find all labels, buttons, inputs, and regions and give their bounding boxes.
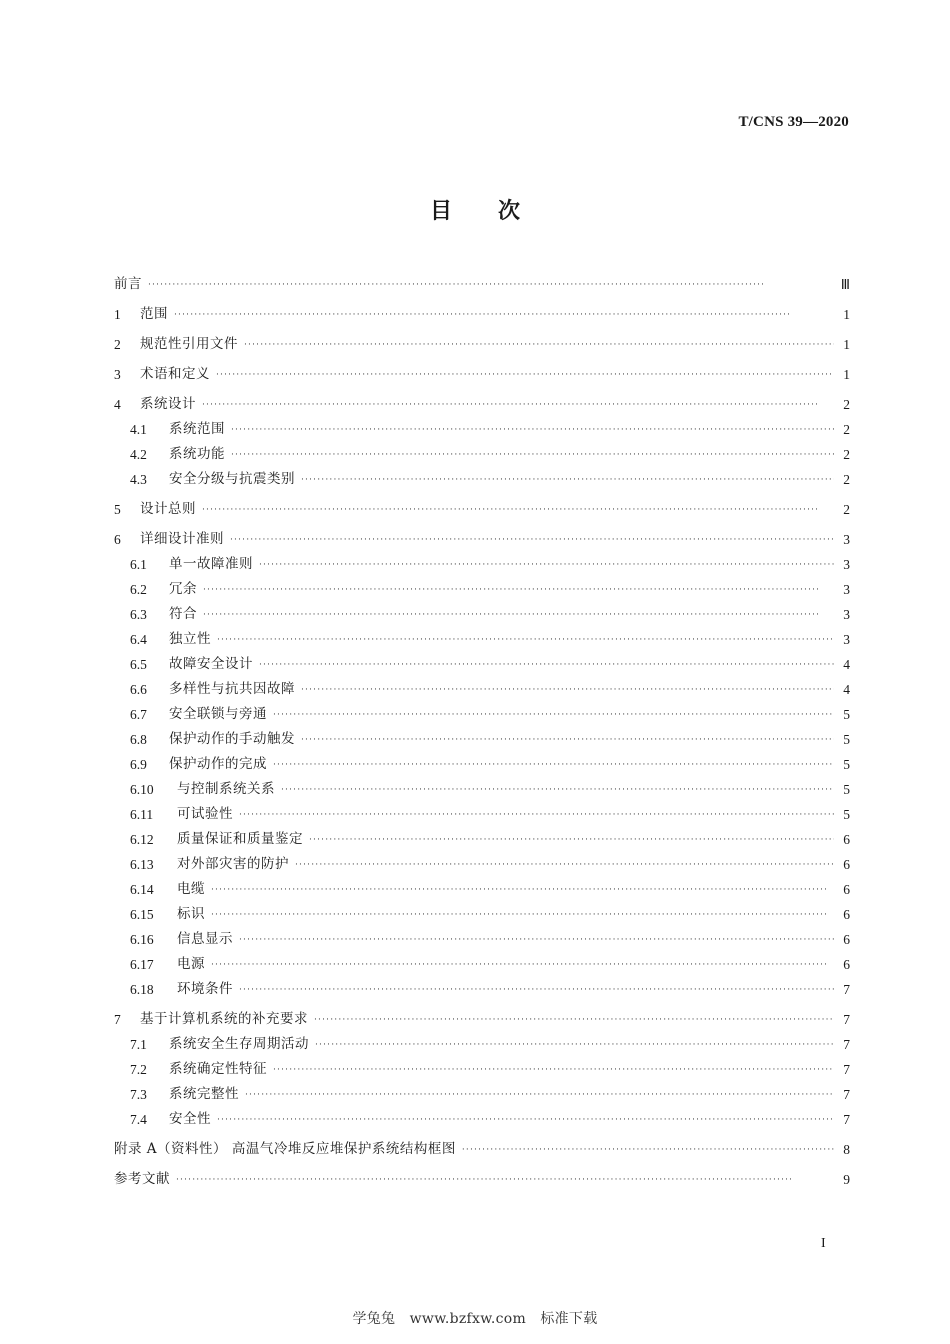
- toc-entry[interactable]: [114, 902, 850, 927]
- toc-entry-number: 2: [114, 337, 121, 352]
- toc-entry-number: 7.4: [130, 1112, 147, 1127]
- toc-entry[interactable]: [114, 272, 850, 297]
- toc-entry-page: 2: [843, 447, 850, 462]
- toc-entry-page: 7: [843, 1012, 850, 1027]
- toc-entry-label: 电源: [177, 956, 205, 972]
- toc-leader-dots: [211, 955, 834, 975]
- toc-entry-label: 标识: [177, 906, 205, 922]
- toc-entry[interactable]: [114, 1007, 850, 1032]
- toc-entry[interactable]: [114, 362, 850, 387]
- toc-entry-label: 范围: [140, 306, 168, 322]
- toc-entry-number: 6.17: [130, 957, 154, 972]
- toc-entry-number: 6.15: [130, 907, 154, 922]
- toc-entry-label: 附录 A（资料性） 高温气冷堆反应堆保护系统结构框图: [114, 1141, 456, 1157]
- toc-entry-page: 7: [843, 1087, 850, 1102]
- toc-leader-dots: [301, 730, 834, 750]
- table-of-contents: [114, 272, 850, 1192]
- toc-entry-number: 6.18: [130, 982, 154, 997]
- toc-entry[interactable]: [114, 927, 850, 952]
- toc-entry-number: 4: [114, 397, 121, 412]
- toc-leader-dots: [315, 1035, 834, 1055]
- toc-entry-label: 前言: [114, 276, 142, 292]
- toc-entry-label: 可试验性: [177, 806, 233, 822]
- toc-entry-page: 3: [843, 632, 850, 647]
- toc-leader-dots: [216, 365, 834, 385]
- toc-leader-dots: [295, 855, 834, 875]
- toc-entry-number: 4.3: [130, 472, 147, 487]
- toc-entry-label: 系统安全生存周期活动: [169, 1036, 309, 1052]
- toc-entry[interactable]: [114, 552, 850, 577]
- toc-leader-dots: [301, 470, 834, 490]
- toc-entry-label: 冗余: [169, 581, 197, 597]
- toc-entry-number: 1: [114, 307, 121, 322]
- toc-entry-number: 6.11: [130, 807, 154, 822]
- toc-leader-dots: [230, 530, 834, 550]
- toc-entry-label: 设计总则: [140, 501, 196, 517]
- toc-leader-dots: [202, 395, 834, 415]
- toc-entry-label: 质量保证和质量鉴定: [177, 831, 303, 847]
- toc-entry-page: 1: [843, 337, 850, 352]
- toc-entry[interactable]: [114, 467, 850, 492]
- toc-entry-number: 4.2: [130, 447, 147, 462]
- toc-entry-label: 保护动作的手动触发: [169, 731, 295, 747]
- toc-entry[interactable]: [114, 677, 850, 702]
- toc-entry-page: 6: [843, 932, 850, 947]
- toc-entry-label: 电缆: [177, 881, 205, 897]
- toc-entry-page: Ⅲ: [840, 277, 850, 292]
- toc-entry-number: 3: [114, 367, 121, 382]
- toc-entry-number: 6.6: [130, 682, 147, 697]
- toc-entry-number: 6.12: [130, 832, 154, 847]
- toc-entry-page: 3: [843, 532, 850, 547]
- toc-leader-dots: [309, 830, 834, 850]
- toc-entry-page: 6: [843, 957, 850, 972]
- toc-leader-dots: [462, 1140, 834, 1160]
- toc-entry-label: 信息显示: [177, 931, 233, 947]
- toc-entry-label: 术语和定义: [140, 366, 210, 382]
- toc-entry[interactable]: [114, 417, 850, 442]
- toc-entry-page: 5: [843, 732, 850, 747]
- toc-entry-label: 多样性与抗共因故障: [169, 681, 295, 697]
- toc-entry-number: 6.7: [130, 707, 147, 722]
- toc-entry-number: 6.5: [130, 657, 147, 672]
- toc-entry-page: 2: [843, 502, 850, 517]
- toc-entry-label: 对外部灾害的防护: [177, 856, 289, 872]
- toc-leader-dots: [245, 1085, 834, 1105]
- toc-entry-page: 2: [843, 472, 850, 487]
- toc-entry-number: 6.4: [130, 632, 147, 647]
- toc-entry-label: 基于计算机系统的补充要求: [140, 1011, 308, 1027]
- toc-leader-dots: [203, 580, 834, 600]
- toc-entry-page: 9: [843, 1172, 850, 1187]
- toc-leader-dots: [203, 605, 834, 625]
- toc-entry-page: 1: [843, 307, 850, 322]
- toc-leader-dots: [148, 275, 834, 295]
- toc-entry-number: 6: [114, 532, 121, 547]
- toc-leader-dots: [281, 780, 834, 800]
- toc-entry-label: 系统完整性: [169, 1086, 239, 1102]
- toc-leader-dots: [176, 1170, 834, 1190]
- toc-entry-label: 系统功能: [169, 446, 225, 462]
- toc-entry-number: 6.2: [130, 582, 147, 597]
- toc-entry-page: 5: [843, 807, 850, 822]
- toc-entry[interactable]: [114, 392, 850, 417]
- toc-entry-label: 故障安全设计: [169, 656, 253, 672]
- toc-entry-page: 1: [843, 367, 850, 382]
- toc-entry-label: 环境条件: [177, 981, 233, 997]
- toc-leader-dots: [273, 755, 834, 775]
- toc-entry-page: 6: [843, 907, 850, 922]
- toc-entry-number: 6.13: [130, 857, 154, 872]
- page-title-part2: 次: [498, 199, 521, 224]
- toc-entry[interactable]: [114, 802, 850, 827]
- toc-entry-label: 参考文献: [114, 1171, 170, 1187]
- toc-leader-dots: [273, 1060, 834, 1080]
- toc-entry[interactable]: [114, 1137, 850, 1162]
- toc-entry-label: 详细设计准则: [140, 531, 224, 547]
- toc-entry-label: 系统范围: [169, 421, 225, 437]
- page-title: [0, 194, 950, 225]
- toc-entry-label: 系统确定性特征: [169, 1061, 267, 1077]
- toc-leader-dots: [239, 805, 834, 825]
- toc-entry-label: 规范性引用文件: [140, 336, 238, 352]
- toc-entry[interactable]: [114, 1167, 850, 1192]
- toc-entry[interactable]: [114, 497, 850, 522]
- toc-entry-page: 4: [843, 657, 850, 672]
- toc-leader-dots: [231, 420, 834, 440]
- toc-leader-dots: [217, 1110, 834, 1130]
- toc-entry-number: 6.10: [130, 782, 154, 797]
- toc-entry[interactable]: [114, 702, 850, 727]
- toc-leader-dots: [259, 655, 834, 675]
- toc-leader-dots: [273, 705, 834, 725]
- toc-entry-page: 3: [843, 607, 850, 622]
- toc-entry-number: 4.1: [130, 422, 147, 437]
- toc-entry-number: 7: [114, 1012, 121, 1027]
- toc-entry-number: 7.2: [130, 1062, 147, 1077]
- toc-leader-dots: [259, 555, 834, 575]
- toc-entry-page: 7: [843, 1037, 850, 1052]
- toc-entry[interactable]: [114, 877, 850, 902]
- toc-leader-dots: [217, 630, 834, 650]
- toc-entry-number: 6.8: [130, 732, 147, 747]
- toc-entry[interactable]: [114, 1107, 850, 1132]
- toc-entry-page: 7: [843, 1112, 850, 1127]
- toc-entry-number: 6.3: [130, 607, 147, 622]
- toc-entry[interactable]: [114, 302, 850, 327]
- toc-entry-page: 4: [843, 682, 850, 697]
- toc-entry-page: 2: [843, 422, 850, 437]
- toc-leader-dots: [174, 305, 834, 325]
- toc-entry-page: 5: [843, 782, 850, 797]
- toc-entry-label: 安全性: [169, 1111, 211, 1127]
- toc-entry[interactable]: [114, 652, 850, 677]
- toc-entry[interactable]: [114, 332, 850, 357]
- toc-entry-number: 6.1: [130, 557, 147, 572]
- page-number: I: [821, 1236, 826, 1251]
- toc-entry[interactable]: [114, 577, 850, 602]
- toc-leader-dots: [239, 930, 834, 950]
- toc-entry-label: 保护动作的完成: [169, 756, 267, 772]
- toc-entry-number: 6.9: [130, 757, 147, 772]
- page-title-part1: 目: [429, 199, 452, 224]
- toc-entry[interactable]: [114, 727, 850, 752]
- toc-leader-dots: [211, 880, 834, 900]
- toc-leader-dots: [231, 445, 834, 465]
- toc-leader-dots: [211, 905, 834, 925]
- toc-entry[interactable]: [114, 827, 850, 852]
- watermark-text: 学兔兔 www.bzfxw.com 标准下载: [352, 1311, 598, 1327]
- toc-entry-label: 安全分级与抗震类别: [169, 471, 295, 487]
- toc-entry-label: 符合: [169, 606, 197, 622]
- toc-entry-page: 2: [843, 397, 850, 412]
- toc-entry-page: 5: [843, 707, 850, 722]
- toc-entry-page: 3: [843, 557, 850, 572]
- toc-entry[interactable]: [114, 1057, 850, 1082]
- toc-entry-label: 单一故障准则: [169, 556, 253, 572]
- toc-leader-dots: [301, 680, 834, 700]
- toc-entry-number: 7.3: [130, 1087, 147, 1102]
- toc-entry-page: 6: [843, 857, 850, 872]
- toc-entry-label: 与控制系统关系: [177, 781, 275, 797]
- toc-entry-number: 6.16: [130, 932, 154, 947]
- toc-entry-number: 5: [114, 502, 121, 517]
- toc-entry[interactable]: [114, 602, 850, 627]
- toc-entry-page: 3: [843, 582, 850, 597]
- toc-entry-number: 7.1: [130, 1037, 147, 1052]
- toc-entry[interactable]: [114, 1032, 850, 1057]
- toc-entry[interactable]: [114, 952, 850, 977]
- toc-entry[interactable]: [114, 627, 850, 652]
- toc-entry-label: 独立性: [169, 631, 211, 647]
- toc-entry-page: 7: [843, 1062, 850, 1077]
- toc-entry[interactable]: [114, 977, 850, 1002]
- toc-entry-page: 6: [843, 882, 850, 897]
- toc-entry[interactable]: [114, 777, 850, 802]
- toc-entry[interactable]: [114, 752, 850, 777]
- toc-entry-page: 6: [843, 832, 850, 847]
- toc-entry-page: 7: [843, 982, 850, 997]
- toc-entry-page: 8: [843, 1142, 850, 1157]
- toc-entry-number: 6.14: [130, 882, 154, 897]
- toc-leader-dots: [202, 500, 834, 520]
- toc-entry-label: 安全联锁与旁通: [169, 706, 267, 722]
- toc-entry[interactable]: [114, 442, 850, 467]
- toc-leader-dots: [239, 980, 834, 1000]
- toc-entry-label: 系统设计: [140, 396, 196, 412]
- toc-entry-page: 5: [843, 757, 850, 772]
- document-code: T/CNS 39—2020: [738, 114, 849, 130]
- toc-entry[interactable]: [114, 852, 850, 877]
- toc-entry[interactable]: [114, 1082, 850, 1107]
- toc-entry[interactable]: [114, 527, 850, 552]
- toc-leader-dots: [244, 335, 834, 355]
- toc-leader-dots: [314, 1010, 834, 1030]
